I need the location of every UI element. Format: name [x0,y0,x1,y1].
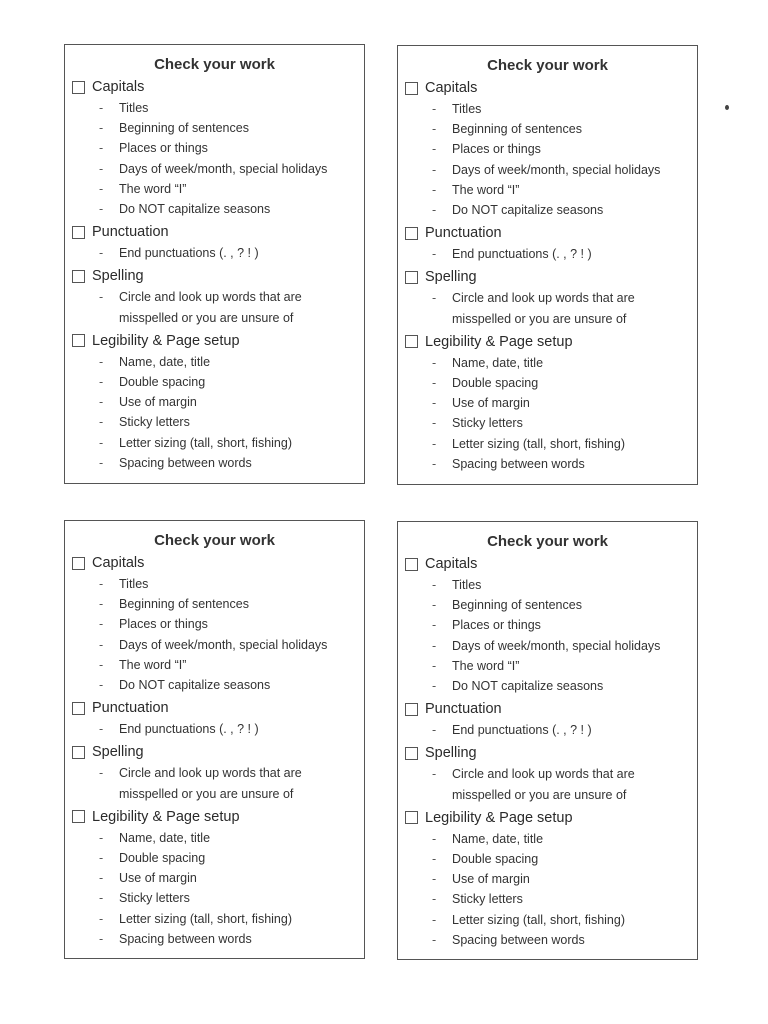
checkbox-icon[interactable] [72,81,85,94]
dash-bullet: - [432,142,437,157]
dash-bullet: - [432,638,437,653]
checkbox-icon[interactable] [72,810,85,823]
list-item [405,119,697,139]
dash-bullet: - [432,436,437,451]
section-header [72,330,364,352]
checkbox-icon[interactable] [405,811,418,824]
list-item [72,243,364,263]
section-header [405,698,697,720]
section-label: Legibility & Page setup [92,808,240,825]
dash-bullet: - [99,931,104,946]
checklist-card [64,44,365,484]
list-item [72,848,364,868]
section-header [405,77,697,99]
list-item [405,615,697,635]
dash-bullet: - [99,395,104,410]
checkbox-icon[interactable] [72,557,85,570]
dash-bullet: - [432,872,437,887]
item-list [405,829,697,950]
dash-bullet: - [432,578,437,592]
item-list [72,352,364,473]
item-text: Beginning of sentences [119,121,249,136]
item-text: Sticky letters [452,416,523,431]
list-item [72,138,364,158]
list-item [405,244,697,264]
item-text: Spacing between words [119,455,252,470]
card-title: Check your work [487,533,608,550]
dash-bullet: - [99,354,104,369]
list-item [405,393,697,413]
dash-bullet: - [432,892,437,907]
list-item [405,373,697,393]
section-label: Legibility & Page setup [92,332,240,349]
item-text: End punctuations (. , ? ! ) [452,247,592,262]
item-text: Titles [119,577,149,591]
item-text: Double spacing [452,376,539,391]
dash-bullet: - [432,932,437,947]
item-text: The word “I” [452,182,520,197]
item-list [72,763,364,803]
item-text: Days of week/month, special holidays [452,162,661,177]
section-header [405,807,697,829]
dash-bullet: - [432,162,437,177]
checkbox-icon[interactable] [405,703,418,716]
section-label: Capitals [425,80,478,96]
item-text: Beginning of sentences [119,597,249,612]
checklist-sections [65,76,364,475]
checkbox-icon[interactable] [72,226,85,239]
list-item [72,98,364,118]
list-item [72,287,364,327]
item-text: Spacing between words [119,931,252,946]
dash-bullet: - [432,355,437,370]
item-text: The word “I” [452,658,520,673]
list-item [405,656,697,676]
list-item [72,719,364,739]
dash-bullet: - [432,291,437,306]
list-item [72,909,364,929]
dash-bullet: - [99,722,104,737]
dash-bullet: - [432,376,437,391]
dash-bullet: - [99,830,104,845]
dash-bullet: - [99,766,104,781]
section-header [405,222,697,244]
item-text: End punctuations (. , ? ! ) [119,722,259,737]
card-title: Check your work [487,57,608,74]
dash-bullet: - [432,831,437,846]
dash-bullet: - [432,247,437,262]
section-label: Spelling [92,268,144,285]
list-item [405,180,697,200]
item-text: Sticky letters [119,891,190,906]
dash-bullet: - [432,723,437,738]
dash-bullet: - [432,396,437,411]
item-list [72,98,364,219]
dash-bullet: - [99,455,104,470]
list-item [72,929,364,949]
section-label: Capitals [92,79,145,95]
item-text: End punctuations (. , ? ! ) [452,723,592,738]
dash-bullet: - [99,121,104,136]
item-text: Sticky letters [119,415,190,430]
section-label: Legibility & Page setup [425,333,573,350]
checkbox-icon[interactable] [405,335,418,348]
checklist-sections [65,552,364,951]
item-text: Days of week/month, special holidays [452,638,661,653]
item-text: Titles [452,102,482,116]
item-text: Days of week/month, special holidays [119,161,328,176]
card-title: Check your work [154,532,275,549]
page-speck [725,105,729,110]
section-spacer [72,949,364,951]
list-item [72,199,364,219]
dash-bullet: - [432,102,437,116]
item-text: Days of week/month, special holidays [119,637,328,652]
list-item [72,453,364,473]
item-text: Double spacing [119,851,206,866]
item-text: Places or things [119,141,208,156]
list-item [72,888,364,908]
dash-bullet: - [99,181,104,196]
item-text: Do NOT capitalize seasons [452,679,604,694]
section-header [405,266,697,288]
section-label: Punctuation [92,224,169,241]
item-text: Letter sizing (tall, short, fishing) [452,912,625,927]
list-item [72,118,364,138]
dash-bullet: - [99,290,104,305]
item-list [405,764,697,804]
dash-bullet: - [99,415,104,430]
dash-bullet: - [432,598,437,613]
item-text: Spacing between words [452,932,585,947]
list-item [405,99,697,119]
card-title: Check your work [154,56,275,73]
item-text: Use of margin [119,871,197,886]
checkbox-icon[interactable] [405,227,418,240]
item-text: Spacing between words [452,456,585,471]
item-text: Circle and look up words that are misspelled or you are unsure of [119,290,302,325]
list-item [72,574,364,594]
list-item [405,454,697,474]
section-header [72,697,364,719]
item-text: Places or things [452,618,541,633]
checklist-sections [398,553,697,952]
list-item [405,160,697,180]
list-item [72,159,364,179]
item-text: Do NOT capitalize seasons [119,202,271,217]
dash-bullet: - [99,597,104,612]
section-header [405,742,697,764]
item-text: Circle and look up words that are misspelled or you are unsure of [452,767,635,802]
dash-bullet: - [99,678,104,693]
list-item [72,412,364,432]
list-item [72,828,364,848]
item-list [405,244,697,264]
dash-bullet: - [99,161,104,176]
checklist-card [64,520,365,959]
list-item [72,655,364,675]
list-item [405,676,697,696]
item-text: Name, date, title [119,830,211,845]
item-text: Beginning of sentences [452,598,582,613]
dash-bullet: - [432,912,437,927]
list-item [405,636,697,656]
section-header [72,806,364,828]
section-header [72,265,364,287]
list-item [405,434,697,454]
item-text: Use of margin [452,396,530,411]
item-text: Letter sizing (tall, short, fishing) [119,911,292,926]
dash-bullet: - [99,657,104,672]
dash-bullet: - [99,911,104,926]
checklist-sections [398,77,697,476]
dash-bullet: - [99,891,104,906]
list-item [72,868,364,888]
section-spacer [405,950,697,952]
section-spacer [405,474,697,476]
checkbox-icon[interactable] [405,82,418,95]
item-list [72,828,364,949]
checklist-card [397,45,698,485]
dash-bullet: - [99,851,104,866]
dash-bullet: - [432,852,437,867]
checkbox-icon[interactable] [72,270,85,283]
list-item [405,353,697,373]
list-item [405,829,697,849]
item-text: Circle and look up words that are misspelled or you are unsure of [119,766,302,801]
item-text: The word “I” [119,181,187,196]
dash-bullet: - [99,246,104,261]
checklist-card [397,521,698,960]
dash-bullet: - [432,203,437,218]
section-header [405,553,697,575]
section-label: Capitals [425,556,478,572]
dash-bullet: - [99,202,104,217]
section-label: Punctuation [425,225,502,242]
dash-bullet: - [432,767,437,782]
list-item [72,635,364,655]
dash-bullet: - [99,617,104,632]
list-item [405,288,697,328]
section-label: Spelling [425,745,477,762]
checkbox-icon[interactable] [405,558,418,571]
section-label: Legibility & Page setup [425,809,573,826]
list-item [405,413,697,433]
item-text: The word “I” [119,657,187,672]
section-header [72,221,364,243]
item-text: Name, date, title [119,354,211,369]
dash-bullet: - [432,182,437,197]
section-header [72,552,364,574]
item-list [405,288,697,328]
dash-bullet: - [432,122,437,137]
item-text: Use of margin [119,395,197,410]
section-header [72,741,364,763]
list-item [72,352,364,372]
item-list [72,287,364,327]
dash-bullet: - [432,658,437,673]
item-text: Double spacing [119,375,206,390]
list-item [72,433,364,453]
dash-bullet: - [432,456,437,471]
item-text: Sticky letters [452,892,523,907]
item-text: Name, date, title [452,355,544,370]
dash-bullet: - [99,871,104,886]
item-list [72,719,364,739]
item-list [72,243,364,263]
list-item [405,139,697,159]
list-item [405,575,697,595]
dash-bullet: - [99,637,104,652]
list-item [405,869,697,889]
dash-bullet: - [432,618,437,633]
list-item [405,930,697,950]
section-label: Spelling [92,744,144,761]
list-item [72,372,364,392]
item-list [405,353,697,474]
section-header [405,331,697,353]
item-text: Titles [452,578,482,592]
item-text: Do NOT capitalize seasons [119,678,271,693]
dash-bullet: - [99,101,104,115]
list-item [72,614,364,634]
list-item [72,179,364,199]
list-item [72,392,364,412]
item-text: Beginning of sentences [452,122,582,137]
dash-bullet: - [99,141,104,156]
item-text: Do NOT capitalize seasons [452,203,604,218]
list-item [72,763,364,803]
checkbox-icon[interactable] [405,271,418,284]
item-list [72,574,364,695]
dash-bullet: - [432,679,437,694]
list-item [405,910,697,930]
list-item [72,594,364,614]
item-text: End punctuations (. , ? ! ) [119,246,259,261]
list-item [405,764,697,804]
checkbox-icon[interactable] [405,747,418,760]
dash-bullet: - [99,435,104,450]
checkbox-icon[interactable] [72,746,85,759]
item-text: Double spacing [452,852,539,867]
section-label: Punctuation [425,701,502,718]
list-item [72,675,364,695]
list-item [405,889,697,909]
item-list [405,720,697,740]
list-item [405,200,697,220]
checkbox-icon[interactable] [72,702,85,715]
item-text: Titles [119,101,149,115]
dash-bullet: - [99,375,104,390]
dash-bullet: - [99,577,104,591]
list-item [405,849,697,869]
item-text: Letter sizing (tall, short, fishing) [119,435,292,450]
list-item [405,720,697,740]
section-label: Punctuation [92,700,169,717]
item-text: Name, date, title [452,831,544,846]
item-list [405,575,697,696]
dash-bullet: - [432,416,437,431]
section-spacer [72,473,364,475]
item-text: Places or things [119,617,208,632]
item-text: Letter sizing (tall, short, fishing) [452,436,625,451]
section-label: Spelling [425,269,477,286]
item-text: Circle and look up words that are misspelled or you are unsure of [452,291,635,326]
section-label: Capitals [92,555,145,571]
section-header [72,76,364,98]
item-text: Use of margin [452,872,530,887]
item-list [405,99,697,220]
item-text: Places or things [452,142,541,157]
list-item [405,595,697,615]
checkbox-icon[interactable] [72,334,85,347]
